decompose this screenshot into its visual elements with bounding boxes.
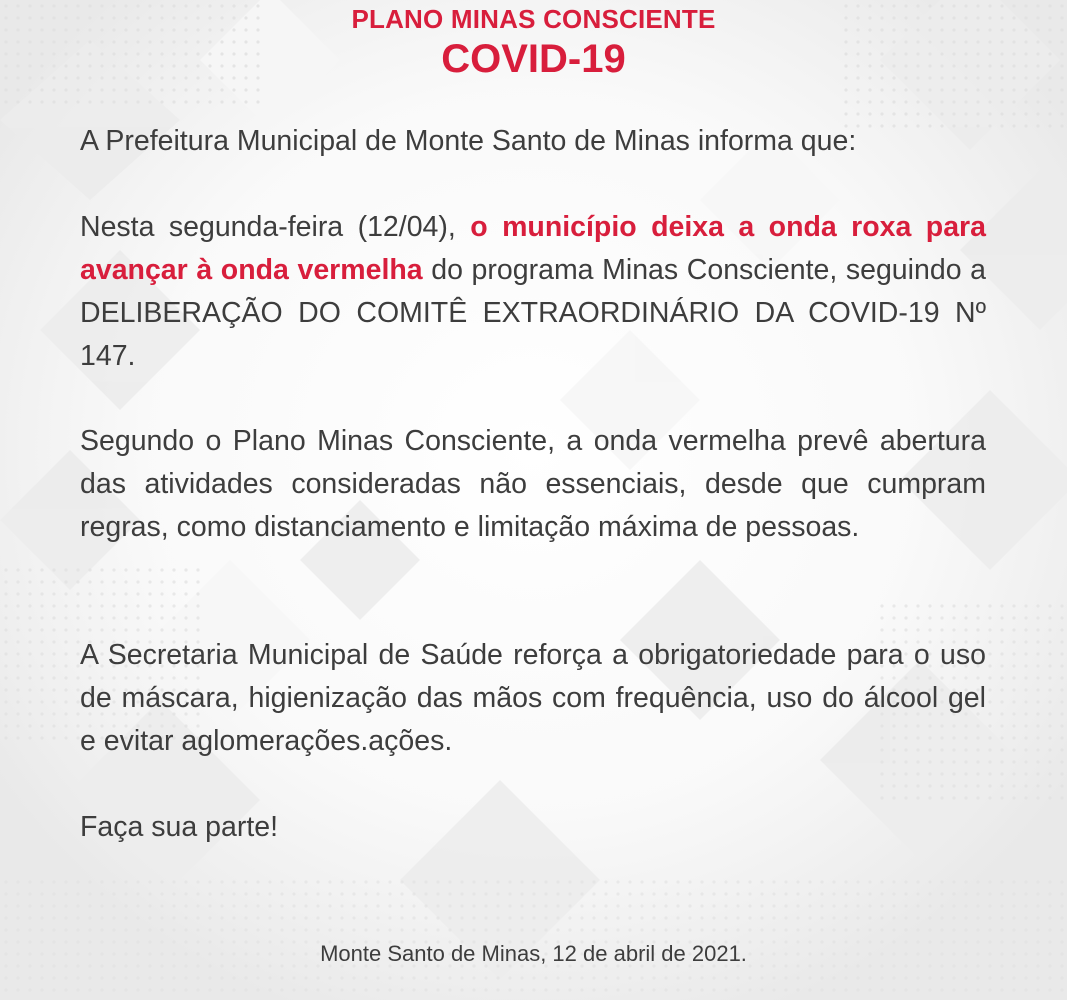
announcement-highlight: o município deixa a onda roxa para avançar à onda vermelha [80, 211, 986, 286]
intro-paragraph [80, 120, 986, 163]
announcement-text-end: do programa Minas Consciente, seguindo a DELIBERAÇÃO DO COMITÊ EXTRAORDINÁRIO DA COVID-19 Nº 147. [80, 254, 986, 372]
covid-title: COVID-19 [441, 37, 626, 81]
health-text: A Secretaria Municipal de Saúde reforça a obrigatoriedade para o uso de máscara, higienização das mãos com frequência, uso do álcool gel e evitar aglomerações.ações. [80, 639, 986, 757]
header [0, 4, 1067, 84]
announcement-paragraph [80, 206, 986, 378]
announcement-text-start: Nesta segunda-feira (12/04), [80, 211, 471, 243]
rules-text: Segundo o Plano Minas Consciente, a onda vermelha prevê abertura das atividades consideradas não essenciais, desde que cumpram regras, como distanciamento e limitação máxima de pessoas. [80, 425, 986, 543]
intro-text: A Prefeitura Municipal de Monte Santo de Minas informa que: [80, 125, 857, 157]
footer-signature: Monte Santo de Minas, 12 de abril de 2021. [320, 941, 747, 966]
rules-paragraph [80, 420, 986, 549]
program-title: PLANO MINAS CONSCIENTE [351, 4, 716, 34]
closing-text: Faça sua parte! [80, 811, 279, 843]
health-paragraph [80, 634, 986, 763]
closing-paragraph [80, 806, 986, 849]
